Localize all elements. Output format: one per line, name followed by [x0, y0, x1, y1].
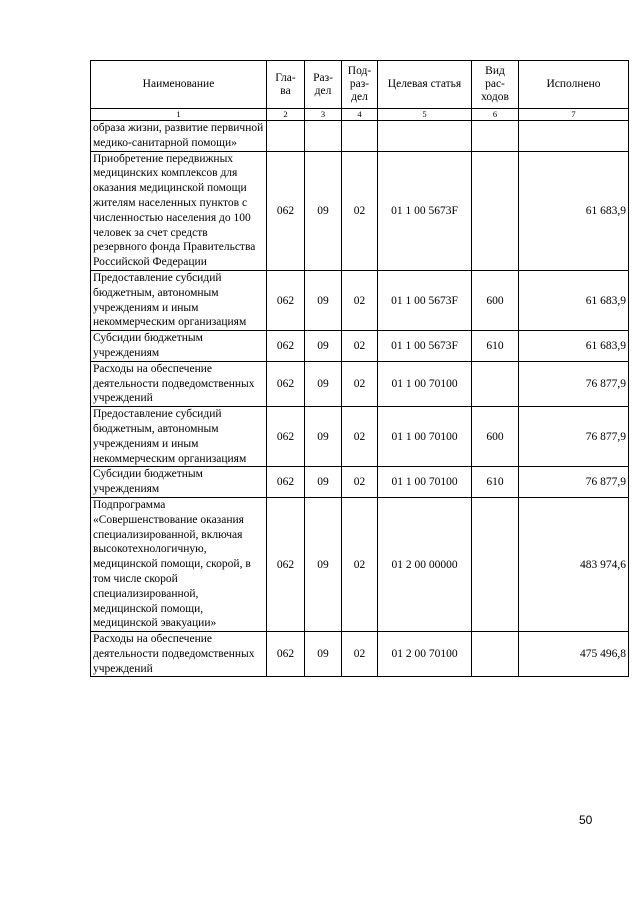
table-row	[91, 407, 629, 467]
row-done: 483 974,6	[519, 497, 629, 631]
row-target: 01 1 00 70100	[378, 467, 472, 498]
row-target	[378, 121, 472, 152]
col-number: 6	[472, 109, 519, 121]
row-target: 01 1 00 5673F	[378, 331, 472, 362]
col-number: 5	[378, 109, 472, 121]
row-podrazdel: 02	[342, 632, 378, 677]
table-row	[91, 151, 629, 270]
row-name: Расходы на обеспечение деятельности подведомственных учреждений	[91, 632, 267, 677]
row-podrazdel: 02	[342, 407, 378, 467]
row-vid	[472, 632, 519, 677]
row-podrazdel: 02	[342, 331, 378, 362]
row-razdel: 09	[305, 270, 342, 330]
row-name: Подпрограмма «Совершенствование оказания специализированной, включая высокотехнологичную, медицинской помощи, скорой, в том числе скорой специализированной, медицинской помощи, медицинской эвакуации»	[91, 497, 267, 631]
row-target: 01 1 00 5673F	[378, 151, 472, 270]
table-row	[91, 270, 629, 330]
table-row	[91, 361, 629, 406]
row-vid	[472, 361, 519, 406]
header-vid: Вид рас- ходов	[472, 61, 519, 109]
row-glava: 062	[267, 151, 305, 270]
row-glava: 062	[267, 632, 305, 677]
row-name: образа жизни, развитие первичной медико-санитарной помощи»	[91, 121, 267, 152]
row-vid	[472, 151, 519, 270]
row-vid	[472, 497, 519, 631]
row-done: 76 877,9	[519, 407, 629, 467]
row-name: Субсидии бюджетным учреждениям	[91, 331, 267, 362]
header-podrazdel: Под- раз- дел	[342, 61, 378, 109]
row-target: 01 2 00 70100	[378, 632, 472, 677]
row-done: 76 877,9	[519, 467, 629, 498]
row-podrazdel	[342, 121, 378, 152]
table-row	[91, 632, 629, 677]
col-number: 1	[91, 109, 267, 121]
table-row	[91, 497, 629, 631]
row-name: Приобретение передвижных медицинских комплексов для оказания медицинской помощи жителям населенных пунктов с численностью населения до 100 человек за счет средств резервного фонда Правительства Российской Федерации	[91, 151, 267, 270]
col-number: 3	[305, 109, 342, 121]
row-razdel: 09	[305, 407, 342, 467]
header-glava: Гла- ва	[267, 61, 305, 109]
row-target: 01 1 00 70100	[378, 407, 472, 467]
row-done: 76 877,9	[519, 361, 629, 406]
row-name: Субсидии бюджетным учреждениям	[91, 467, 267, 498]
row-podrazdel: 02	[342, 270, 378, 330]
page-number: 50	[579, 813, 593, 827]
col-number: 2	[267, 109, 305, 121]
row-podrazdel: 02	[342, 361, 378, 406]
col-number: 7	[519, 109, 629, 121]
header-row	[91, 61, 629, 109]
row-target: 01 1 00 5673F	[378, 270, 472, 330]
row-name: Расходы на обеспечение деятельности подведомственных учреждений	[91, 361, 267, 406]
row-razdel	[305, 121, 342, 152]
row-glava: 062	[267, 361, 305, 406]
row-razdel: 09	[305, 361, 342, 406]
row-glava: 062	[267, 467, 305, 498]
row-podrazdel: 02	[342, 467, 378, 498]
row-vid: 610	[472, 467, 519, 498]
row-vid	[472, 121, 519, 152]
row-razdel: 09	[305, 151, 342, 270]
row-target: 01 2 00 00000	[378, 497, 472, 631]
row-vid: 610	[472, 331, 519, 362]
row-done: 61 683,9	[519, 270, 629, 330]
header-target: Целевая статья	[378, 61, 472, 109]
column-number-row	[91, 109, 629, 121]
row-vid: 600	[472, 407, 519, 467]
row-vid: 600	[472, 270, 519, 330]
row-podrazdel: 02	[342, 497, 378, 631]
row-done: 475 496,8	[519, 632, 629, 677]
budget-table	[90, 60, 629, 677]
header-done: Исполнено	[519, 61, 629, 109]
row-razdel: 09	[305, 632, 342, 677]
row-glava: 062	[267, 407, 305, 467]
row-done	[519, 121, 629, 152]
row-razdel: 09	[305, 497, 342, 631]
row-glava	[267, 121, 305, 152]
table-row	[91, 121, 629, 152]
row-name: Предоставление субсидий бюджетным, автономным учреждениям и иным некоммерческим организациям	[91, 407, 267, 467]
row-glava: 062	[267, 497, 305, 631]
row-razdel: 09	[305, 467, 342, 498]
header-name: Наименование	[91, 61, 267, 109]
header-razdel: Раз- дел	[305, 61, 342, 109]
row-done: 61 683,9	[519, 151, 629, 270]
row-done: 61 683,9	[519, 331, 629, 362]
row-glava: 062	[267, 270, 305, 330]
row-razdel: 09	[305, 331, 342, 362]
row-target: 01 1 00 70100	[378, 361, 472, 406]
table-row	[91, 331, 629, 362]
row-podrazdel: 02	[342, 151, 378, 270]
row-glava: 062	[267, 331, 305, 362]
row-name: Предоставление субсидий бюджетным, автономным учреждениям и иным некоммерческим организациям	[91, 270, 267, 330]
col-number: 4	[342, 109, 378, 121]
table-row	[91, 467, 629, 498]
